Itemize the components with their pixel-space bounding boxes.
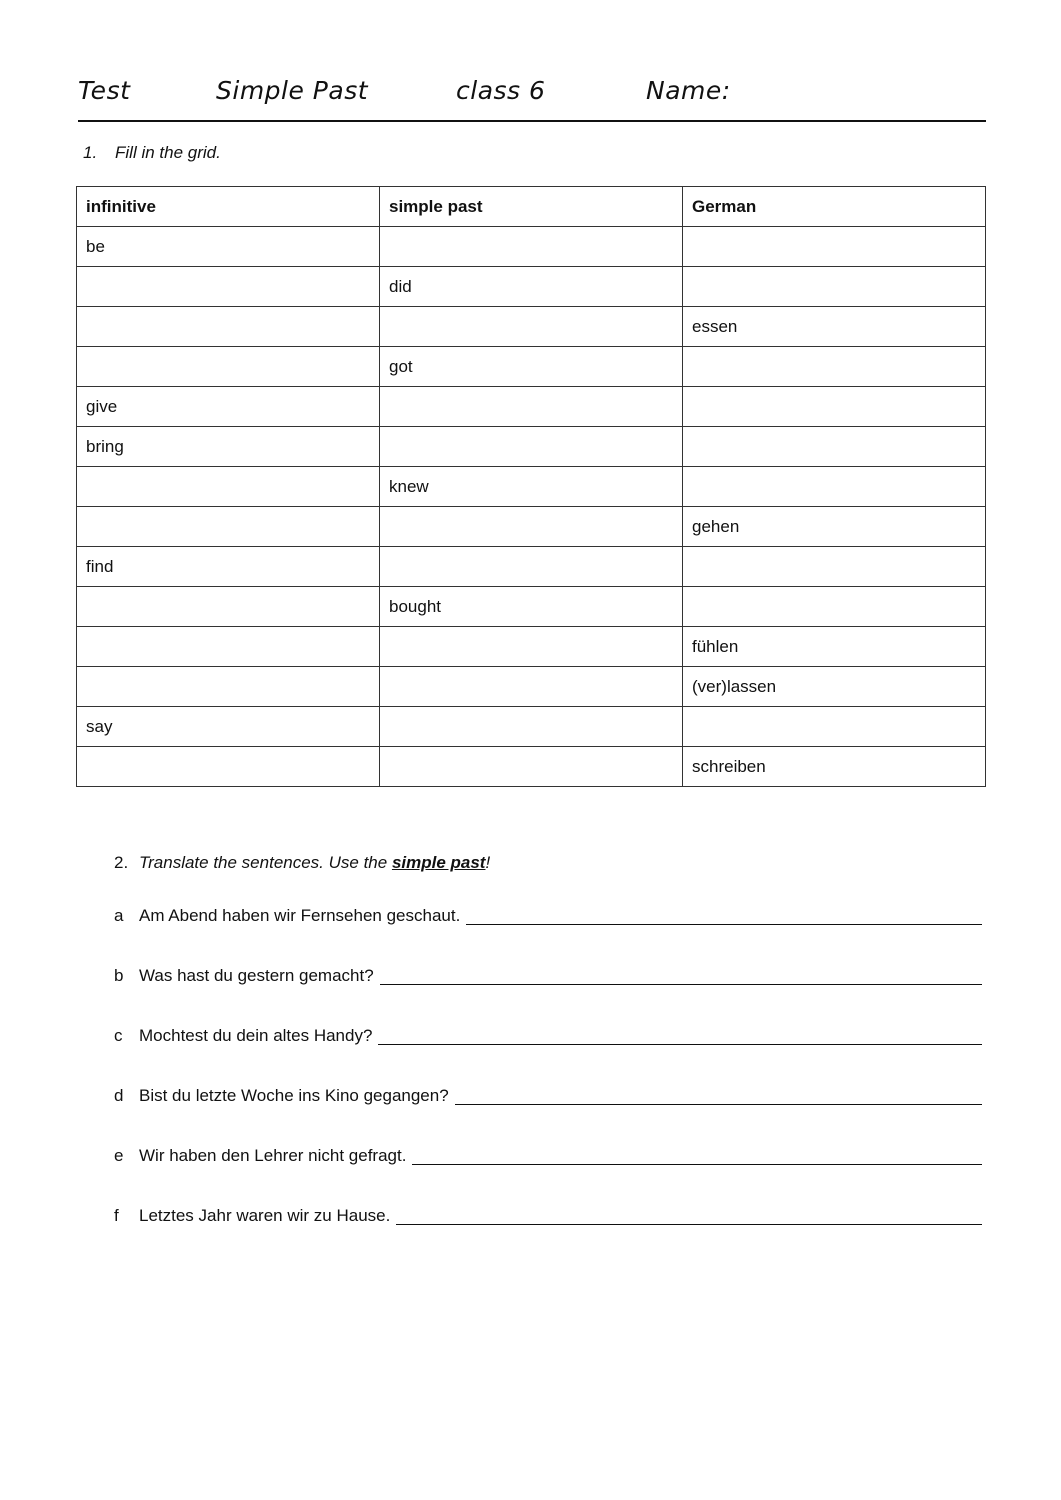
grid-cell-simple-past: bought [380, 587, 683, 627]
grid-cell-german: essen [683, 307, 986, 347]
answer-line[interactable] [455, 1086, 982, 1105]
grid-cell-german[interactable] [683, 587, 986, 627]
item-letter: a [114, 906, 124, 925]
grid-cell-german[interactable] [683, 347, 986, 387]
exercise-1-instruction: Fill in the grid. [115, 143, 221, 162]
grid-cell-simple-past[interactable] [380, 707, 683, 747]
item-letter: b [114, 966, 124, 985]
grid-cell-infinitive[interactable] [77, 467, 380, 507]
instruction-text: Translate the sentences. Use the [139, 853, 392, 872]
grid-cell-german[interactable] [683, 427, 986, 467]
grid-cell-german[interactable] [683, 387, 986, 427]
grid-cell-german[interactable] [683, 267, 986, 307]
exercise-2-instruction [139, 853, 490, 872]
grid-cell-infinitive: find [77, 547, 380, 587]
grid-row [77, 347, 986, 387]
grid-cell-infinitive: bring [77, 427, 380, 467]
grid-row [77, 547, 986, 587]
answer-line[interactable] [396, 1206, 982, 1225]
grid-cell-infinitive[interactable] [77, 747, 380, 787]
grid-row [77, 707, 986, 747]
translation-item [114, 906, 982, 966]
answer-line[interactable] [412, 1146, 982, 1165]
grid-row [77, 507, 986, 547]
translation-list [114, 906, 982, 1266]
grid-cell-german[interactable] [683, 707, 986, 747]
verb-grid [76, 186, 986, 787]
answer-line[interactable] [378, 1026, 982, 1045]
grid-cell-simple-past[interactable] [380, 627, 683, 667]
grid-cell-simple-past[interactable] [380, 547, 683, 587]
grid-row [77, 267, 986, 307]
translation-item [114, 1026, 982, 1086]
grid-cell-infinitive[interactable] [77, 587, 380, 627]
item-letter: e [114, 1146, 124, 1165]
exercise-1-title [83, 143, 221, 163]
grid-cell-simple-past[interactable] [380, 307, 683, 347]
grid-row [77, 467, 986, 507]
column-header-simple-past: simple past [380, 187, 683, 227]
german-sentence: Am Abend haben wir Fernsehen geschaut. [139, 906, 461, 925]
exercise-2-title [114, 853, 490, 873]
grid-row [77, 307, 986, 347]
grid-cell-simple-past: knew [380, 467, 683, 507]
grid-cell-german: fühlen [683, 627, 986, 667]
translation-item [114, 1146, 982, 1206]
grid-cell-infinitive[interactable] [77, 347, 380, 387]
grid-cell-infinitive[interactable] [77, 267, 380, 307]
translation-item [114, 966, 982, 1026]
column-header-german: German [683, 187, 986, 227]
grid-row [77, 227, 986, 267]
instruction-emphasis: simple past [391, 853, 486, 872]
grid-row [77, 587, 986, 627]
test-label: Test [78, 76, 131, 105]
grid-row [77, 667, 986, 707]
grid-row [77, 627, 986, 667]
grid-cell-simple-past[interactable] [380, 507, 683, 547]
grid-cell-simple-past[interactable] [380, 427, 683, 467]
grid-header-row [77, 187, 986, 227]
instruction-end: ! [485, 853, 491, 872]
grid-cell-infinitive[interactable] [77, 667, 380, 707]
grid-cell-german: (ver)lassen [683, 667, 986, 707]
exercise-2-number: 2. [114, 853, 129, 872]
grid-cell-infinitive[interactable] [77, 627, 380, 667]
grid-cell-simple-past[interactable] [380, 227, 683, 267]
answer-line[interactable] [380, 966, 982, 985]
grid-cell-infinitive: be [77, 227, 380, 267]
translation-item [114, 1206, 982, 1266]
grid-cell-simple-past: did [380, 267, 683, 307]
grid-body [77, 227, 986, 787]
item-letter: c [114, 1026, 123, 1045]
grid-cell-german: gehen [683, 507, 986, 547]
grid-cell-german[interactable] [683, 227, 986, 267]
grid-cell-simple-past[interactable] [380, 747, 683, 787]
item-letter: f [114, 1206, 119, 1225]
grid-cell-infinitive: say [77, 707, 380, 747]
grid-row [77, 387, 986, 427]
item-letter: d [114, 1086, 124, 1105]
german-sentence: Was hast du gestern gemacht? [139, 966, 374, 985]
grid-cell-infinitive[interactable] [77, 307, 380, 347]
german-sentence: Bist du letzte Woche ins Kino gegangen? [139, 1086, 449, 1105]
grid-row [77, 747, 986, 787]
class-label: class 6 [456, 76, 546, 105]
column-header-infinitive: infinitive [77, 187, 380, 227]
german-sentence: Letztes Jahr waren wir zu Hause. [139, 1206, 391, 1225]
grid-cell-infinitive[interactable] [77, 507, 380, 547]
name-label: Name: [646, 76, 731, 105]
german-sentence: Mochtest du dein altes Handy? [139, 1026, 373, 1045]
german-sentence: Wir haben den Lehrer nicht gefragt. [139, 1146, 407, 1165]
grid-cell-german[interactable] [683, 547, 986, 587]
grid-cell-simple-past[interactable] [380, 387, 683, 427]
grid-cell-simple-past: got [380, 347, 683, 387]
grid-cell-infinitive: give [77, 387, 380, 427]
grid-cell-german[interactable] [683, 467, 986, 507]
topic-label: Simple Past [216, 76, 369, 105]
grid-cell-simple-past[interactable] [380, 667, 683, 707]
grid-cell-german: schreiben [683, 747, 986, 787]
answer-line[interactable] [466, 906, 982, 925]
grid-row [77, 427, 986, 467]
exercise-1-number: 1. [83, 143, 98, 162]
worksheet-header [78, 72, 986, 122]
translation-item [114, 1086, 982, 1146]
